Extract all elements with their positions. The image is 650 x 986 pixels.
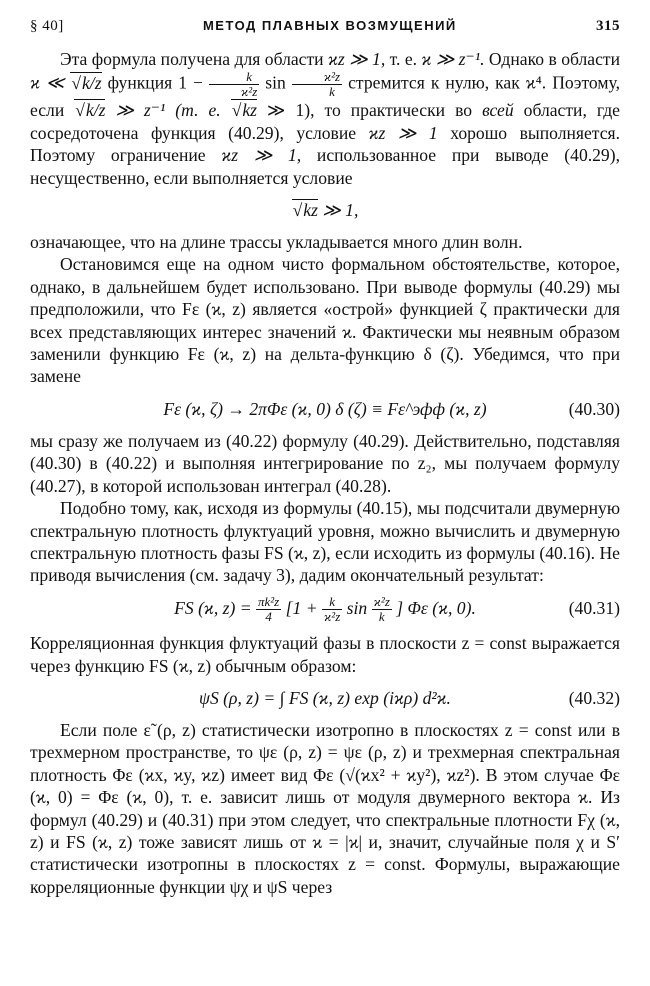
equation-40-32: ψS (ρ, z) = ∫ FS (ϰ, z) exp (iϰρ) d²ϰ. (40.32) <box>30 685 620 711</box>
paragraph-3: Остановимся еще на одном чисто формальном обстоятельстве, которое, однако, в дальнейшем будет использовано. При выводе формулы (40.29) мы предположили, что Fε (ϰ, z) является «острой» функцией ζ практически для всех представляющих интерес значений ϰ. Фактически мы неявным образом заменили функцию Fε (ϰ, z) на дельта-функцию δ (ζ). Убедимся, что при замене <box>30 254 620 387</box>
running-header <box>30 18 620 48</box>
page-number: 315 <box>596 18 620 34</box>
paragraph-4: мы сразу же получаем из (40.22) формулу (40.29). Действительно, подставляя (40.30) в (40.22) и выполняя интегрирование по z₂, мы получаем формулу (40.27), в которой использован интеграл (40.28). <box>30 430 620 496</box>
equation-kz: √ kz ≫ 1, <box>30 197 620 223</box>
chapter-title: МЕТОД ПЛАВНЫХ ВОЗМУЩЕНИЙ <box>202 18 457 33</box>
page-body <box>30 48 620 898</box>
equation-label: (40.30) <box>568 398 620 419</box>
section-mark: § 40] <box>30 18 64 34</box>
equation-40-30: Fε (ϰ, ζ) → 2πΦε (ϰ, 0) δ (ζ) ≡ Fε^эфф (ϰ, z) (40.30) <box>30 396 620 422</box>
equation-label: (40.32) <box>568 687 620 708</box>
paragraph-1: Эта формула получена для области ϰz ≫ 1, т. е. ϰ ≫ z⁻¹. Однако в области ϰ ≪ √ k/z функция 1 − $\frac{k}{\text{ϰ²z}}$ sin $\frac{\text{ϰ²z}}{k}$ стремится к нулю, как ϰ⁴. Поэтому, если √ k/z ≫ z⁻¹ (т. е. √ kz ≫ 1), то практически во всей области, где сосредоточена функция (40.29), условие ϰz ≫ 1 хорошо выполняется. Поэтому ограничение ϰz ≫ 1, использованное при выводе (40.29), несущественно, если выполняется условие <box>30 48 620 189</box>
paragraph-6: Корреляционная функция флуктуаций фазы в плоскости z = const выражается через функцию FS (ϰ, z) обычным образом: <box>30 633 620 676</box>
equation-40-31: FS (ϰ, z) = $\frac{\text{πk²z}}{4}$ [1 + $\frac{k}{\text{ϰ²z}}$ sin $\frac{\text{ϰ²z}}{k}$ ] Φε (ϰ, 0). (40.31) <box>174 594 620 625</box>
book-page <box>30 18 620 898</box>
paragraph-5: Подобно тому, как, исходя из формулы (40.15), мы подсчитали двумерную спектральную плотность флуктуаций уровня, можно вычислить и двумерную спектральную плотность фазы FS (ϰ, z), если исходить из формулы (40.16). Не приводя вычисления (см. задачу 3), дадим окончательный результат: <box>30 498 620 586</box>
paragraph-7: Если поле ε̃ (ρ, z) статистически изотропно в плоскостях z = const или в трехмерном пространстве, то ψε (ρ, z) = ψε (ρ, z) и трехмерная спектральная плотность Φε (ϰx, ϰy, ϰz) имеет вид Φε (√(ϰx² + ϰy²), ϰz²). В этом случае Φε (ϰ, 0) = Φε (ϰ, 0), т. е. зависит лишь от модуля двумерного вектора ϰ. Из формул (40.29) и (40.31) при этом следует, что спектральные плотности Fχ (ϰ, z) и FS (ϰ, z) тоже зависят лишь от ϰ = |ϰ| и, значит, случайные поля χ и S′ статистически изотропны в плоскостях z = const. Формулы, выражающие корреляционные функции ψχ и ψS через <box>30 719 620 897</box>
paragraph-2: означающее, что на длине трассы укладывается много длин волн. <box>30 232 523 253</box>
equation-label: (40.31) <box>568 597 620 618</box>
